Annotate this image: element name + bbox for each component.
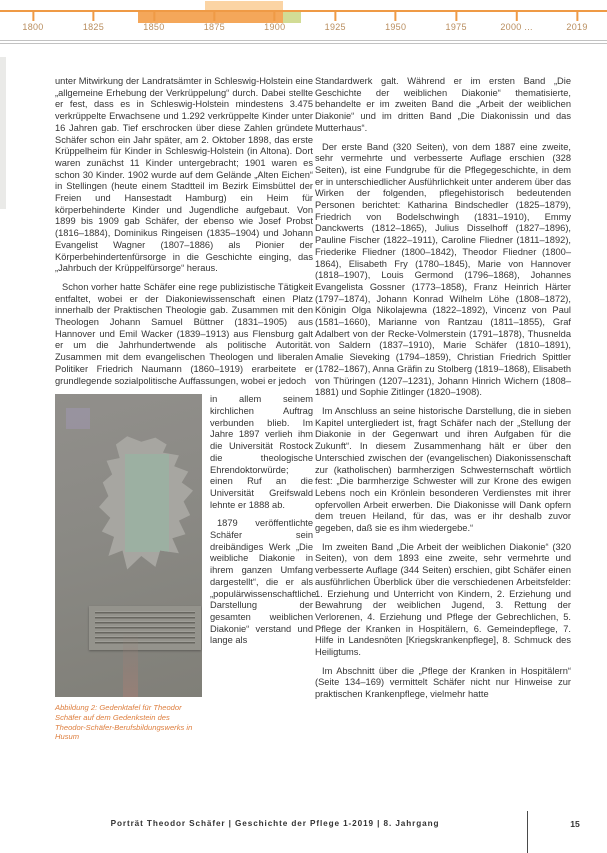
header-divider-line-1 [0,40,607,41]
narrow-text-column [210,394,317,742]
timeline-tick-1800 [22,12,43,32]
tick-year-label: 1900 [264,22,286,32]
tick-year-label: 2000 ... [500,22,533,32]
left-column [55,76,317,742]
tick-year-label: 1950 [385,22,407,32]
timeline-tick-1950 [385,12,406,32]
body-text-paragraph: Schon vorher hatte Schäfer eine rege publizistische Tätigkeit entfaltet, wobei er der Diakoniewissenschaft einen Platz innerhalb der Praktischen Theologie gab. Zusammen mit den Theologen Johann Samuel Büttner (1831–1905) aus Hannover und Emil Wacker (1839–1913) aus Flensburg galt er um die Jahrhundertwende als politische Autorität. Zusammen mit dem evangelischen Theologen und liberalen Politiker Friedrich Naumann (1860–1919) erarbeitete er grundlegende sozialpolitische Auffassungen, wobei er jedoch [55,281,313,386]
body-text-paragraph: Im zweiten Band „Die Arbeit der weiblichen Diakonie“ (320 Seiten), von dem 1893 eine zweite, sehr vermehrte und verbesserte Auflage (344 Seiten) erschien, gibt Schäfer einen ausführlichen Überblick über die verschiedenen Arbeitsfelder: 1. Erziehung und Unterricht von Kindern, 2. Erziehung und Bewahrung der weiblichen Jugend, 3. Rettung der Verlorenen, 4. Erziehung und Pflege der Gebrechlichen, 5. Pflege der Kranken in Hospitälern, 6. Gemeindepflege, 7. Hilfe in Landesnöten [Kriegskrankenpflege], 8. Schmuck des Heiligtums. [315,541,571,658]
tick-mark [455,12,457,21]
inscription-plaque [89,606,201,650]
tick-mark [92,12,94,21]
relief-portrait-plaque [99,436,193,572]
body-text-paragraph: Der erste Band (320 Seiten), von dem 1887 eine zweite, sehr vermehrte und verbesserte Auflage erschien (328 Seiten), ist eine Fundgrube für die Pflegegeschichte, in dem er in unterschiedlicher Ausführlichkeit unter anderem über das Wirken der folgenden, pflegehistorisch bedeutenden Personen berichtet: Katharina Bindschedler (1825–1879), Friedrich von Bodelschwingh (1831–1910), Emmy Danckwerts (1812–1865), Julius Disselhoff (1827–1896), Pauline Fischer (1822–1911), Caroline Fliedner (1811–1892), Friederike Fliedner (1800–1842), Theodor Fliedner (1800–1864), Elisabeth Fry (1780–1845), Marie von Hannover (1818–1907), Louis Germond (1796–1868), Johannes Evangelista Gossner (1773–1858), Franz Heinrich Härter (1797–1874), Johann Konrad Wilhelm Löhe (1808–1872), Königin Olga Nikolajewna (1822–1892), Vincenz von Paul (1581–1660), Marianne von Rantzau (1811–1855), Graf Adalbert von der Recke-Volmerstein (1791–1878), Thusnelda von Saldern (1837–1910), Marie Schäfer (1810–1891), Amalie Sieveking (1794–1859), Christian Friedrich Spittler (1782–1867), Anna Gräfin zu Stolberg (1819–1868), Elisabeth von Thüringen (1207–1231), Johann Hinrich Wichern (1808–1881) und Sophie Zitlinger (1820–1908). [315,141,571,398]
photo-rust-streak [123,631,138,697]
relief-green-patina [125,454,169,552]
right-column [315,76,571,708]
tick-mark [334,12,336,21]
memorial-stone-photo [55,394,202,697]
page-number: 15 [570,819,580,829]
timeline-tick-2000 [500,12,532,32]
tick-year-label: 1850 [143,22,165,32]
timeline-tick-1875 [204,12,225,32]
tick-year-label: 1975 [445,22,467,32]
footer-divider-rule [527,811,528,853]
tick-year-label: 2019 [566,22,588,32]
timeline-ticks [0,0,607,38]
tick-mark [153,12,155,21]
body-text-paragraph: 1879 veröffentlichte Schäfer sein dreibändiges Werk „Die weibliche Diakonie in ihrem ganzen Umfang dargestellt“, die er als „populärwissenschaftliche Darstellung der gesamten weiblichen Diakonie“ verstand und lange als [210,518,317,646]
photo-purple-blotch [66,408,90,429]
body-text-paragraph: Standardwerk galt. Während er im ersten Band „Die Geschichte der weiblichen Diakonie“ thematisierte, behandelte er im zweiten Band die „Arbeit der weiblichen Diakonie“ und im dritten Band „Die Diakonissin und das Mutterhaus“. [315,76,571,133]
tick-mark [274,12,276,21]
page-edge-scan-artifact [0,57,6,209]
figure-caption: Abbildung 2: Gedenktafel für Theodor Schäfer auf dem Gedenkstein des Theodor-Schäfer-Berufsbildungswerks in Husum [55,703,193,742]
figure-text-wrap-row [55,394,317,742]
tick-year-label: 1825 [82,22,105,32]
tick-mark [395,12,397,21]
footer-running-title: Porträt Theodor Schäfer | Geschichte der Pflege 1-2019 | 8. Jahrgang [110,819,440,828]
tick-mark [213,12,215,21]
tick-year-label: 1875 [203,22,225,32]
tick-year-label: 1925 [324,22,346,32]
tick-mark [516,12,518,21]
timeline-tick-1975 [446,12,467,32]
tick-mark [576,12,578,21]
timeline-tick-1850 [143,12,164,32]
body-text-paragraph: in allem seinem kirchlichen Auftrag verbunden blieb. Im Jahre 1897 verlieh ihm die Universität Rostock die theologische Ehrendoktorwürde; einen Ruf an die Universität Greifswald lehnte er 1888 ab. [210,394,313,510]
body-text-paragraph: Im Anschluss an seine historische Darstellung, die in sieben Kapitel untergliedert ist, fragt Schäfer nach der „Stellung der Diakonie in der Gegenwart und ihren Aufgaben für die Zukunft“. In diesem Zusammenhang hält er über den Unterschied zwischen der (evangelischen) Diakonissenschaft zur (katholischen) barmherzigen Schwesternschaft wörtlich fest: „Die barmherzige Schwester will zur Krone des ewigen Lebens noch ein Krönlein besonderen Verdienstes mit ihrer opfervollen Arbeit erwerben. Die Diakonisse will Dank opfern dem treuen Heiland, für das, was er ihr deshalb zuvor gegeben, daß sie es ihm wiedergebe.“ [315,405,571,534]
timeline-tick-1825 [83,12,104,32]
timeline-tick-1900 [264,12,285,32]
header-divider-line-2 [0,43,607,44]
tick-mark [32,12,34,21]
tick-year-label: 1800 [22,22,44,32]
timeline-tick-1925 [325,12,346,32]
body-text-paragraph: unter Mitwirkung der Landratsämter in Schleswig-Holstein eine „allgemeine Erhebung der Verkrüppelung“ durch. Dabei stellte er fest, dass es in Schleswig-Holstein mindestens 3.475 verkrüppelte Erwachsene und 1.292 verkrüppelte Kinder unter 16 Jahren gab. Tief erschrocken über diese Zahlen gründete Schäfer schon ein Jahr später, am 2. Oktober 1898, das erste Krüppelheim für Kinder in Schleswig-Holstein (in Altona). Dort waren zunächst 11 Kinder untergebracht; 1901 waren es schon 30 Kinder. 1902 wurde auf dem Gelände „Alten Eichen“ in Stellingen (heute einem Stadtteil im Bezirk Eimsbüttel der Freien und Hansestadt Hamburg) ein Heim für körperbehinderte Kinder und Jugendliche aufgebaut. Von 1899 bis 1909 gab Schäfer, der ebenso wie Josef Probst (1816–1884), Dominikus Ringeisen (1835–1904) und Johann Evangelist Wagner (1807–1886) als Pionier der Körperbehindertenfürsorge in die Geschichte einging, das „Jahrbuch der Krüppelfürsorge“ heraus. [55,76,313,274]
inscription-text-lines [95,611,195,645]
timeline-tick-2019 [566,12,587,32]
memorial-stone-figure [55,394,202,742]
body-text-paragraph: Im Abschnitt über die „Pflege der Kranken in Hospitälern“ (Seite 134–169) vermittelt Schäfer nicht nur Hinweise zur praktischen Krankenpflege, vielmehr hatte [315,665,571,700]
